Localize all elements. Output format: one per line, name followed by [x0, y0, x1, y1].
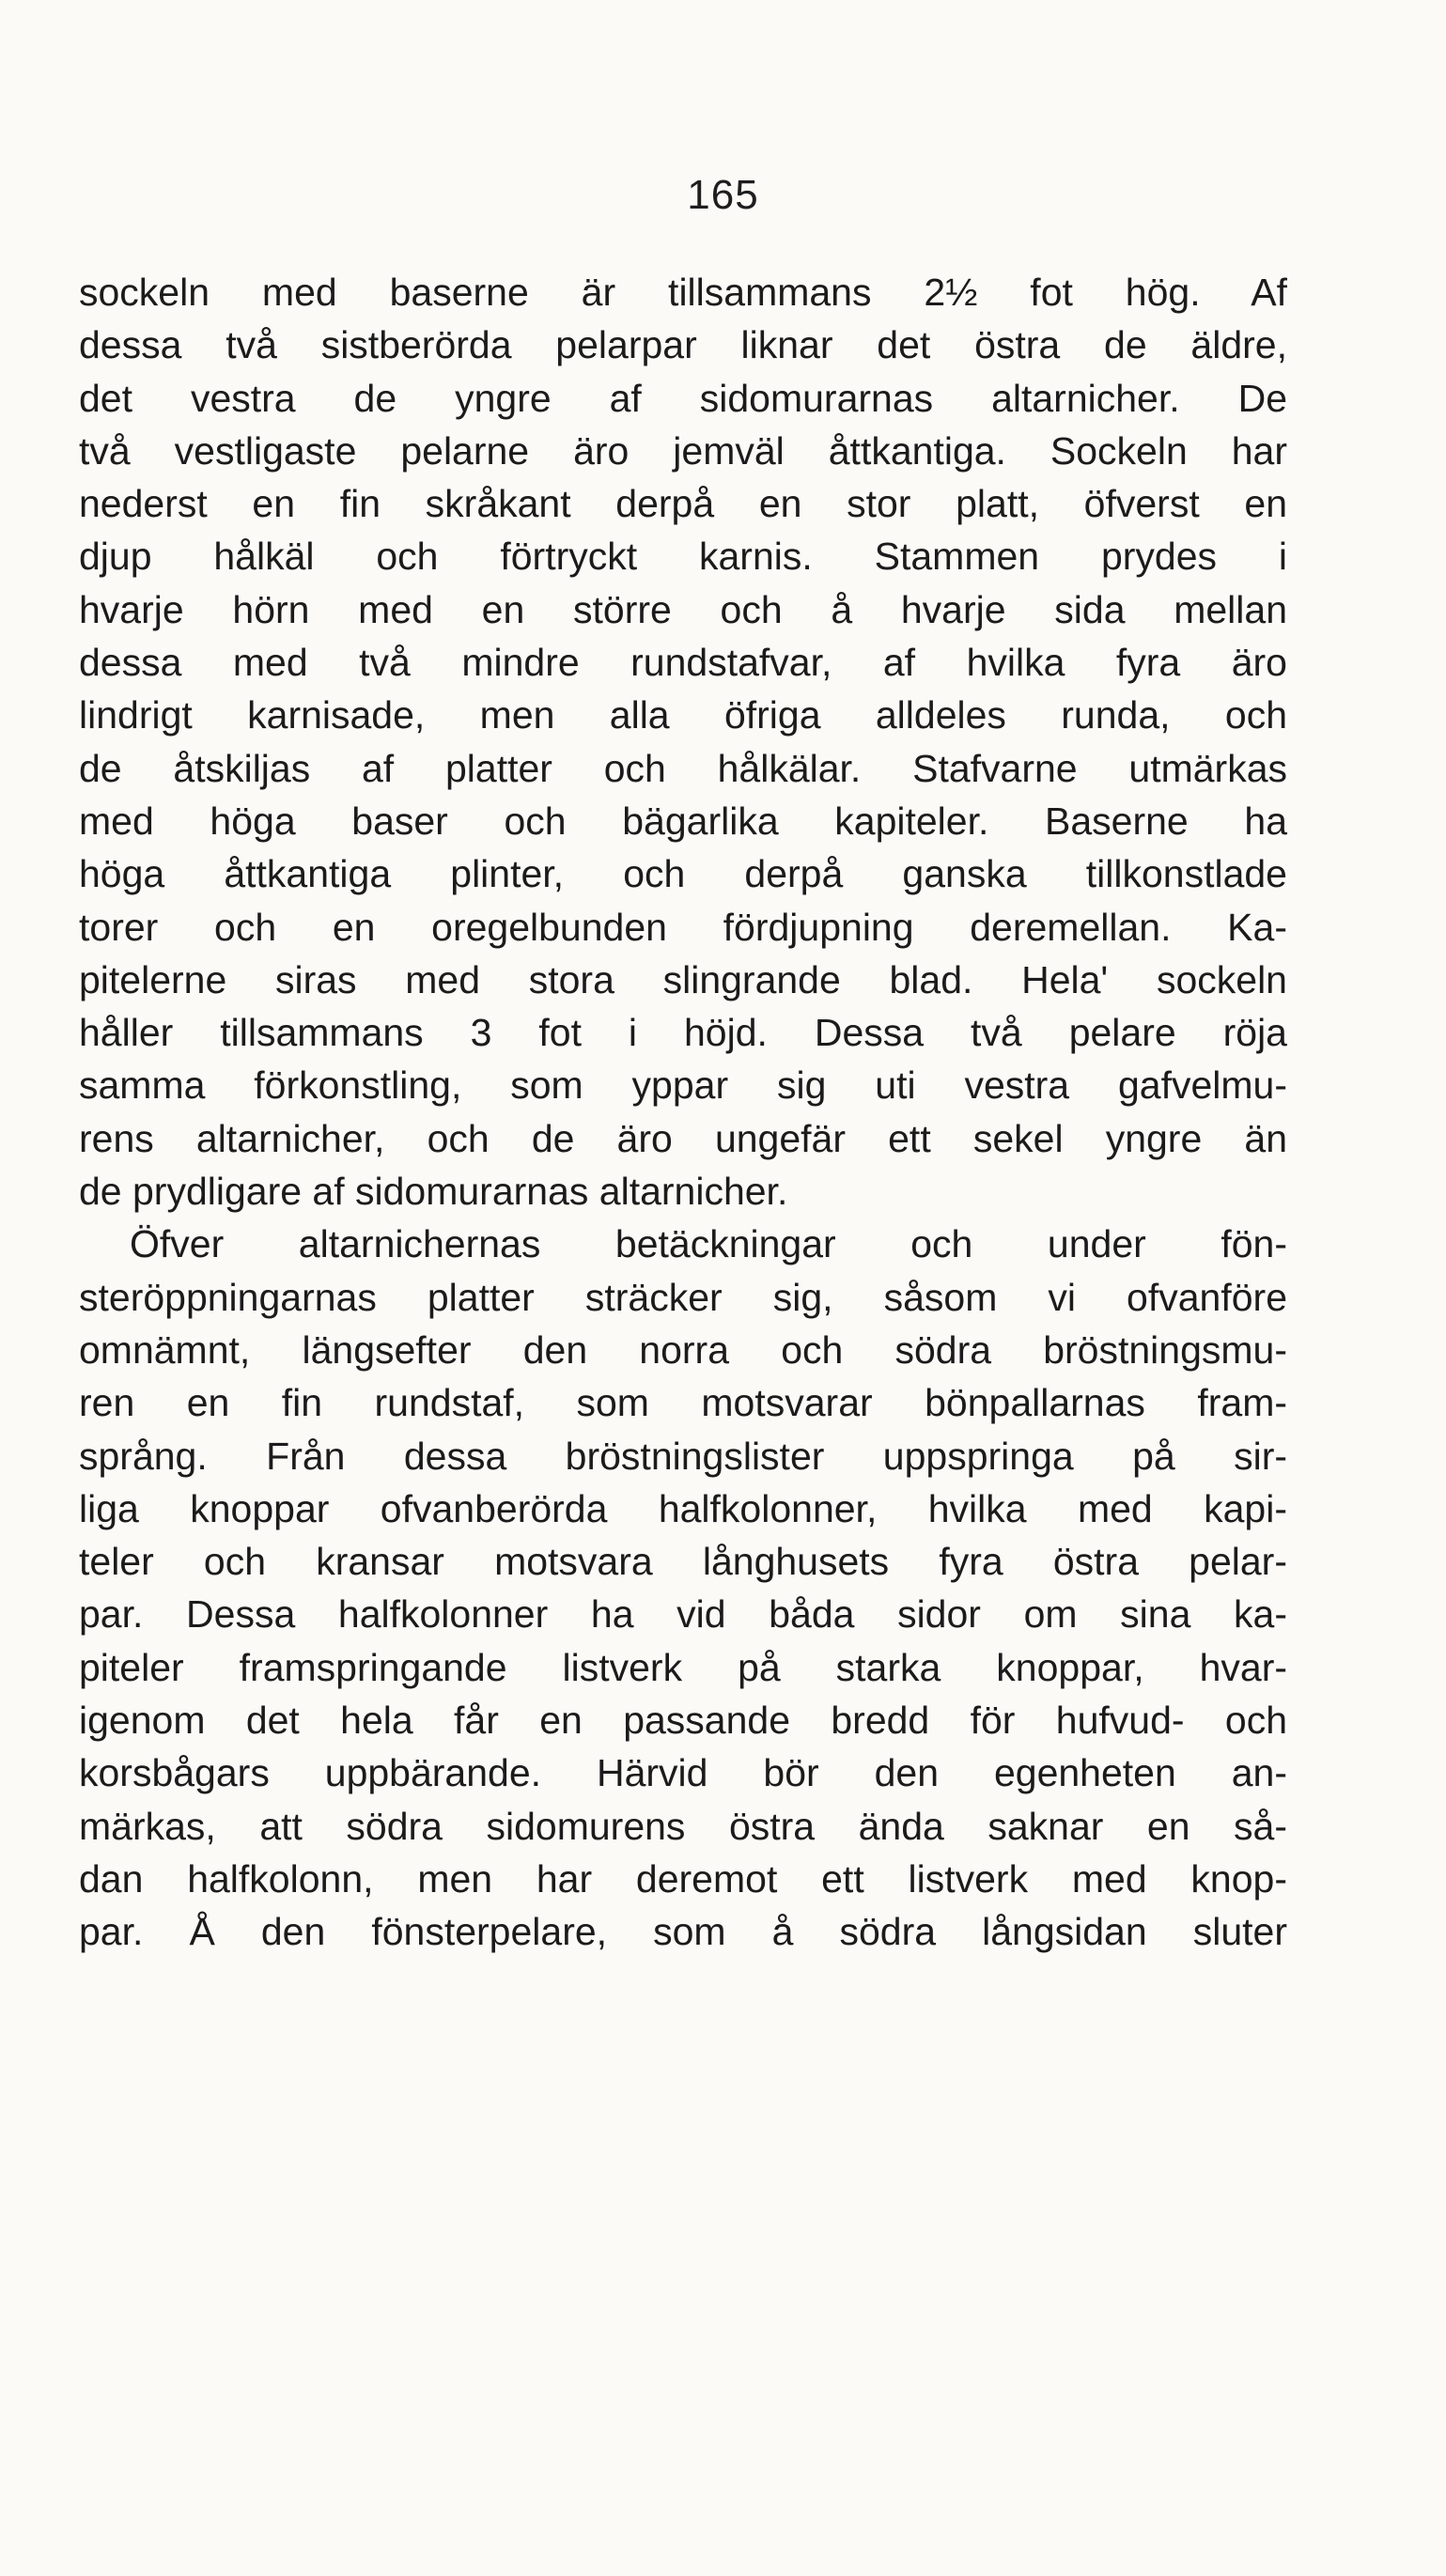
text-line: märkas, att södra sidomurens östra ända saknar en så-	[79, 1804, 1287, 1848]
text-line: par. Dessa halfkolonner ha vid båda sidor om sina ka-	[79, 1592, 1287, 1637]
page-number: 165	[687, 172, 759, 218]
text-line: piteler framspringande listverk på starka knoppar, hvar-	[79, 1645, 1287, 1689]
text-line: igenom det hela får en passande bredd för hufvud- och	[79, 1699, 1287, 1743]
text-line: sockeln med baserne är tillsammans 2½ fot hög. Af	[79, 271, 1287, 314]
text-line: höga åttkantiga plinter, och derpå ganska tillkonstlade	[79, 852, 1287, 896]
text-line: språng. Från dessa bröstningslister uppspringa på sir-	[79, 1434, 1287, 1478]
text-line: med höga baser och bägarlika kapiteler. Baserne ha	[79, 799, 1287, 843]
text-line: två vestligaste pelarne äro jemväl åttkantiga. Sockeln har	[79, 428, 1287, 473]
text-line: liga knoppar ofvanberörda halfkolonner, hvilka med kapi-	[79, 1486, 1287, 1530]
text-line: djup hålkäl och förtryckt karnis. Stammen prydes i	[79, 535, 1287, 579]
text-line: teler och kransar motsvara långhusets fyra östra pelar-	[79, 1540, 1287, 1584]
text-line: dan halfkolonn, men har deremot ett listverk med knop-	[79, 1856, 1287, 1901]
text-line: steröppningarnas platter sträcker sig, såsom vi ofvanföre	[79, 1275, 1287, 1319]
text-line: dessa två sistberörda pelarpar liknar det östra de äldre,	[79, 323, 1287, 367]
text-line: pitelerne siras med stora slingrande blad. Hela' sockeln	[79, 957, 1287, 1001]
text-line: rens altarnicher, och de äro ungefär ett sekel yngre än	[79, 1116, 1287, 1160]
text-line: de åtskiljas af platter och hålkälar. Stafvarne utmärkas	[79, 746, 1287, 790]
text-line: omnämnt, längsefter den norra och södra bröstningsmu-	[79, 1327, 1287, 1372]
text-line: nederst en fin skråkant derpå en stor platt, öfverst en	[79, 482, 1287, 526]
text-line: samma förkonstling, som yppar sig uti vestra gafvelmu-	[79, 1063, 1287, 1108]
text-line: lindrigt karnisade, men alla öfriga alldeles runda, och	[79, 693, 1287, 737]
paragraph-start-line: Öfver altarnichernas betäckningar och under fön-	[130, 1222, 1287, 1266]
paragraph-end-line: de prydligare af sidomurarnas altarnicher.	[79, 1170, 788, 1214]
text-line: hvarje hörn med en större och å hvarje sida mellan	[79, 587, 1287, 631]
text-line: håller tillsammans 3 fot i höjd. Dessa två pelare röja	[79, 1011, 1287, 1055]
text-line: korsbågars uppbärande. Härvid bör den egenheten an-	[79, 1751, 1287, 1795]
body-text	[79, 266, 1287, 1959]
text-line: torer och en oregelbunden fördjupning deremellan. Ka-	[79, 905, 1287, 949]
text-line: dessa med två mindre rundstafvar, af hvilka fyra äro	[79, 641, 1287, 685]
text-line: ren en fin rundstaf, som motsvarar bönpallarnas fram-	[79, 1381, 1287, 1425]
text-line: det vestra de yngre af sidomurarnas altarnicher. De	[79, 376, 1287, 420]
text-line: par. Å den fönsterpelare, som å södra långsidan sluter	[79, 1910, 1287, 1954]
